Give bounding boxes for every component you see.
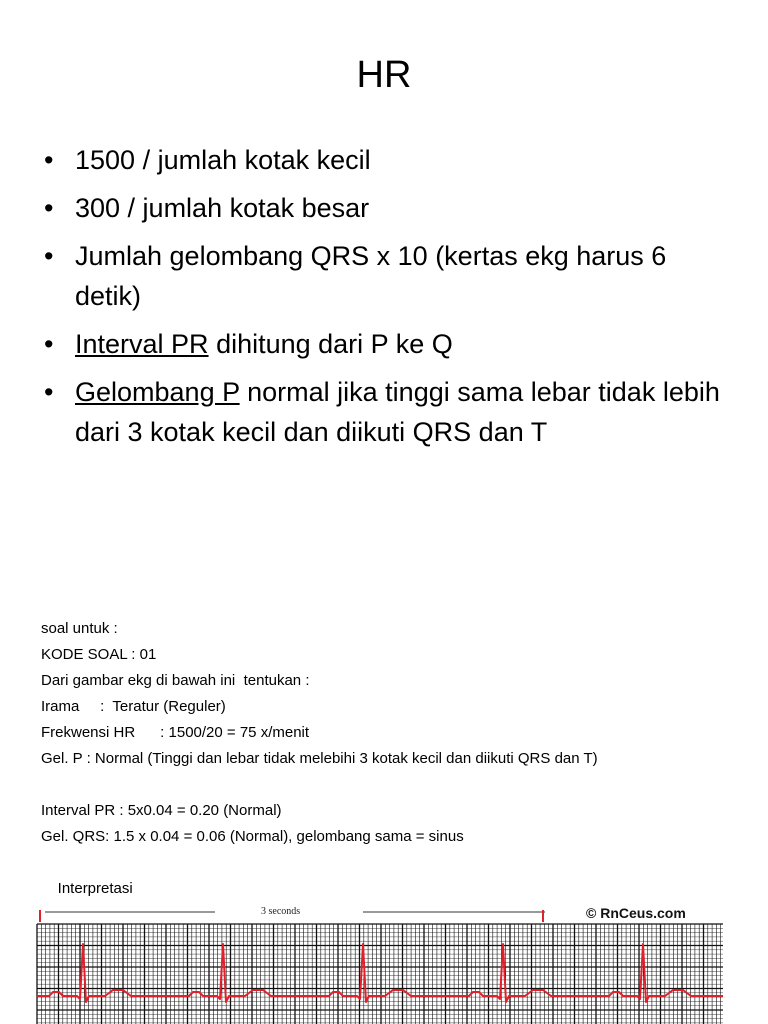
bullet-dot-icon: • <box>44 377 54 407</box>
bullet-item <box>44 140 734 180</box>
ecg-watermark: © RnCeus.com <box>586 905 686 921</box>
bullet-item <box>44 188 734 228</box>
bullet-dot-icon: • <box>44 241 54 271</box>
ecg-strip-image <box>33 898 729 1024</box>
exercise-block <box>41 616 741 897</box>
answer-interpretation <box>41 850 741 897</box>
bullet-text: Jumlah gelombang QRS x 10 (kertas ekg harus 6 detik) <box>75 241 667 311</box>
ecg-strip <box>33 898 729 1024</box>
bullet-dot-icon: • <box>44 193 54 223</box>
bullet-text: 300 / jumlah kotak besar <box>75 193 370 223</box>
bullet-text: normal jika tinggi sama lebar tidak lebih dari 3 kotak kecil dan diikuti QRS dan T <box>75 377 720 447</box>
bullet-item <box>44 324 734 364</box>
spacer <box>41 772 741 798</box>
bullet-item <box>44 236 734 316</box>
interpretation-label: Interpretasi <box>57 880 133 897</box>
answer-pr-interval: Interval PR : 5x0.04 = 0.20 (Normal) <box>41 802 282 819</box>
bullet-dot-icon: • <box>44 145 54 175</box>
exercise-code: KODE SOAL : 01 <box>41 646 157 663</box>
bullet-item <box>44 372 734 452</box>
answer-qrs: Gel. QRS: 1.5 x 0.04 = 0.06 (Normal), gelombang sama = sinus <box>41 828 464 845</box>
exercise-heading: soal untuk : <box>41 620 118 637</box>
ecg-duration-label: 3 seconds <box>261 906 301 917</box>
bullet-text: 1500 / jumlah kotak kecil <box>75 145 371 175</box>
exercise-instruction: Dari gambar ekg di bawah ini tentukan : <box>41 672 310 689</box>
bullet-list <box>44 140 734 460</box>
answer-p-wave: Gel. P : Normal (Tinggi dan lebar tidak melebihi 3 kotak kecil dan diikuti QRS dan T) <box>41 750 598 767</box>
answer-rhythm: Irama : Teratur (Reguler) <box>41 698 226 715</box>
bullet-dot-icon: • <box>44 329 54 359</box>
answer-heart-rate: Frekwensi HR : 1500/20 = 75 x/menit <box>41 724 310 741</box>
bullet-text: dihitung dari P ke Q <box>208 329 453 359</box>
bullet-underlined-term: Gelombang P <box>75 377 240 407</box>
slide-title: HR <box>356 54 412 96</box>
bullet-underlined-term: Interval PR <box>75 329 209 359</box>
